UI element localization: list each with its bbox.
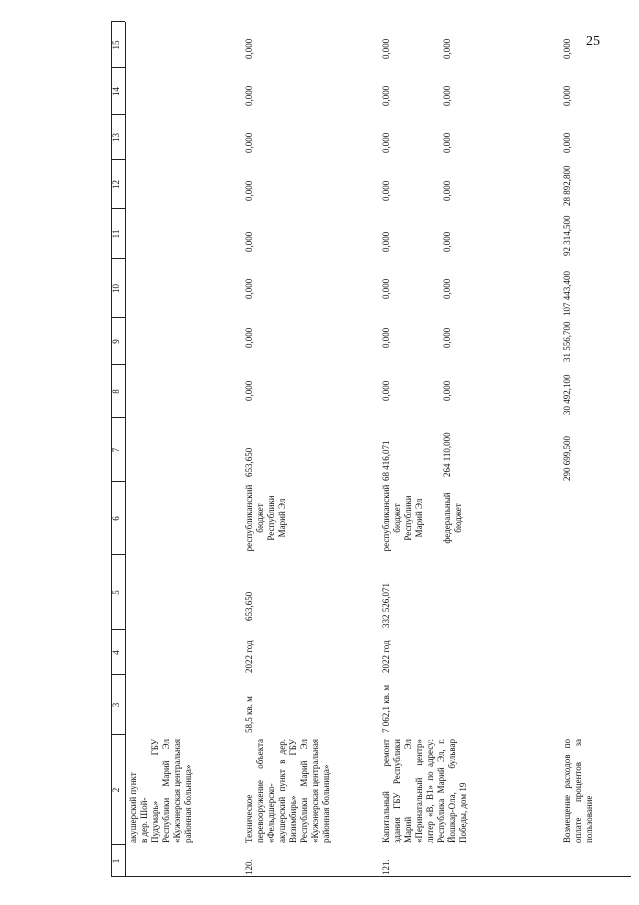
row-number: 120. [244, 859, 254, 875]
row-name: Капитальный ремонт здания ГБУ Республики Марий Эл «Перинатальный центр» литер «В, В1» по адресу: Республика Марий Эл, г. Йошкар-Ола, бульвар Победы, дом 19 [381, 739, 468, 843]
value-c8: 0,000 [381, 380, 391, 401]
value-c14: 0,000 [442, 85, 452, 106]
source-c7: 653,650 [244, 447, 254, 477]
value-c11: 0,000 [381, 231, 391, 252]
header-col-7: 7 [111, 447, 121, 453]
value-c13: 0,000 [244, 132, 254, 153]
value-c11: 0,000 [442, 231, 452, 252]
value-c14: 0,000 [244, 85, 254, 106]
value-c15: 0,000 [442, 38, 452, 59]
row-name: Возмещение расходов по оплате процентов за пользование [562, 739, 594, 843]
row-year: 2022 год [381, 640, 391, 673]
source-label: республиканский бюджет Республики Марий Эл [381, 484, 424, 552]
header-col-10: 10 [111, 284, 121, 293]
header-col-3: 3 [111, 702, 121, 708]
header-col-1: 1 [111, 858, 121, 864]
header-col-2: 2 [111, 787, 121, 793]
value-c13: 0,000 [562, 132, 572, 153]
header-col-4: 4 [111, 650, 121, 655]
header-col-6: 6 [111, 516, 121, 521]
source-c7: 264 110,000 [442, 432, 452, 477]
row-name: Техническое перевооружение объекта «Фельдшерско-акушерский пункт в дер. Визимбирь» ГБУ Республики Марий Эл «Кужэнерская центральная районная больница» [244, 738, 331, 843]
value-c12: 0,000 [244, 180, 254, 201]
header-col-8: 8 [111, 389, 121, 394]
header-col-14: 14 [111, 87, 121, 96]
value-c15: 0,000 [381, 38, 391, 59]
header-col-11: 11 [111, 229, 121, 239]
rotated-table [111, 22, 631, 877]
value-c13: 0,000 [381, 132, 391, 153]
row-total: 332 526,071 [381, 583, 391, 628]
value-c12: 28 892,800 [562, 165, 572, 206]
value-c9: 0,000 [381, 327, 391, 348]
row-area: 58,5 кв. м [244, 696, 254, 733]
value-c11: 92 314,500 [562, 215, 572, 256]
value-c13: 0,000 [442, 132, 452, 153]
source-c7: 290 699,500 [562, 436, 572, 481]
value-c10: 0,000 [442, 278, 452, 299]
value-c9: 0,000 [442, 327, 452, 348]
value-c9: 0,000 [244, 327, 254, 348]
value-c14: 0,000 [381, 85, 391, 106]
source-label: федеральный бюджет [442, 492, 463, 544]
source-c7: 68 416,071 [381, 440, 391, 481]
header-col-9: 9 [111, 339, 121, 344]
value-c8: 0,000 [244, 380, 254, 401]
value-c10: 0,000 [381, 278, 391, 299]
page-number: 25 [586, 34, 600, 49]
value-c12: 0,000 [381, 180, 391, 201]
value-c12: 0,000 [442, 180, 452, 201]
row-area: 7 062,1 кв. м [381, 684, 391, 733]
value-c8: 30 492,100 [562, 374, 572, 415]
value-c10: 107 443,400 [562, 271, 572, 316]
header-col-15: 15 [111, 40, 121, 50]
value-c8: 0,000 [442, 380, 452, 401]
value-c15: 0,000 [562, 38, 572, 59]
value-c10: 0,000 [244, 278, 254, 299]
grid-vline [111, 876, 631, 877]
header-col-13: 13 [111, 133, 121, 142]
row-year: 2022 год [244, 640, 254, 673]
value-c11: 0,000 [244, 231, 254, 252]
value-c14: 0,000 [562, 85, 572, 106]
row-total: 653,650 [244, 591, 254, 621]
source-label: республиканский бюджет Республики Марий Эл [244, 484, 287, 552]
header-col-12: 12 [111, 180, 121, 189]
row-name: акушерский пункт в дер. Шой- Пудумарь» ГБУ Республики Марий Эл «Кужэнерская центральная районная больница» [128, 738, 193, 843]
value-c15: 0,000 [244, 38, 254, 59]
value-c9: 31 556,700 [562, 321, 572, 362]
header-col-5: 5 [111, 590, 121, 595]
grid-hline [125, 22, 126, 877]
row-number: 121. [381, 859, 391, 875]
